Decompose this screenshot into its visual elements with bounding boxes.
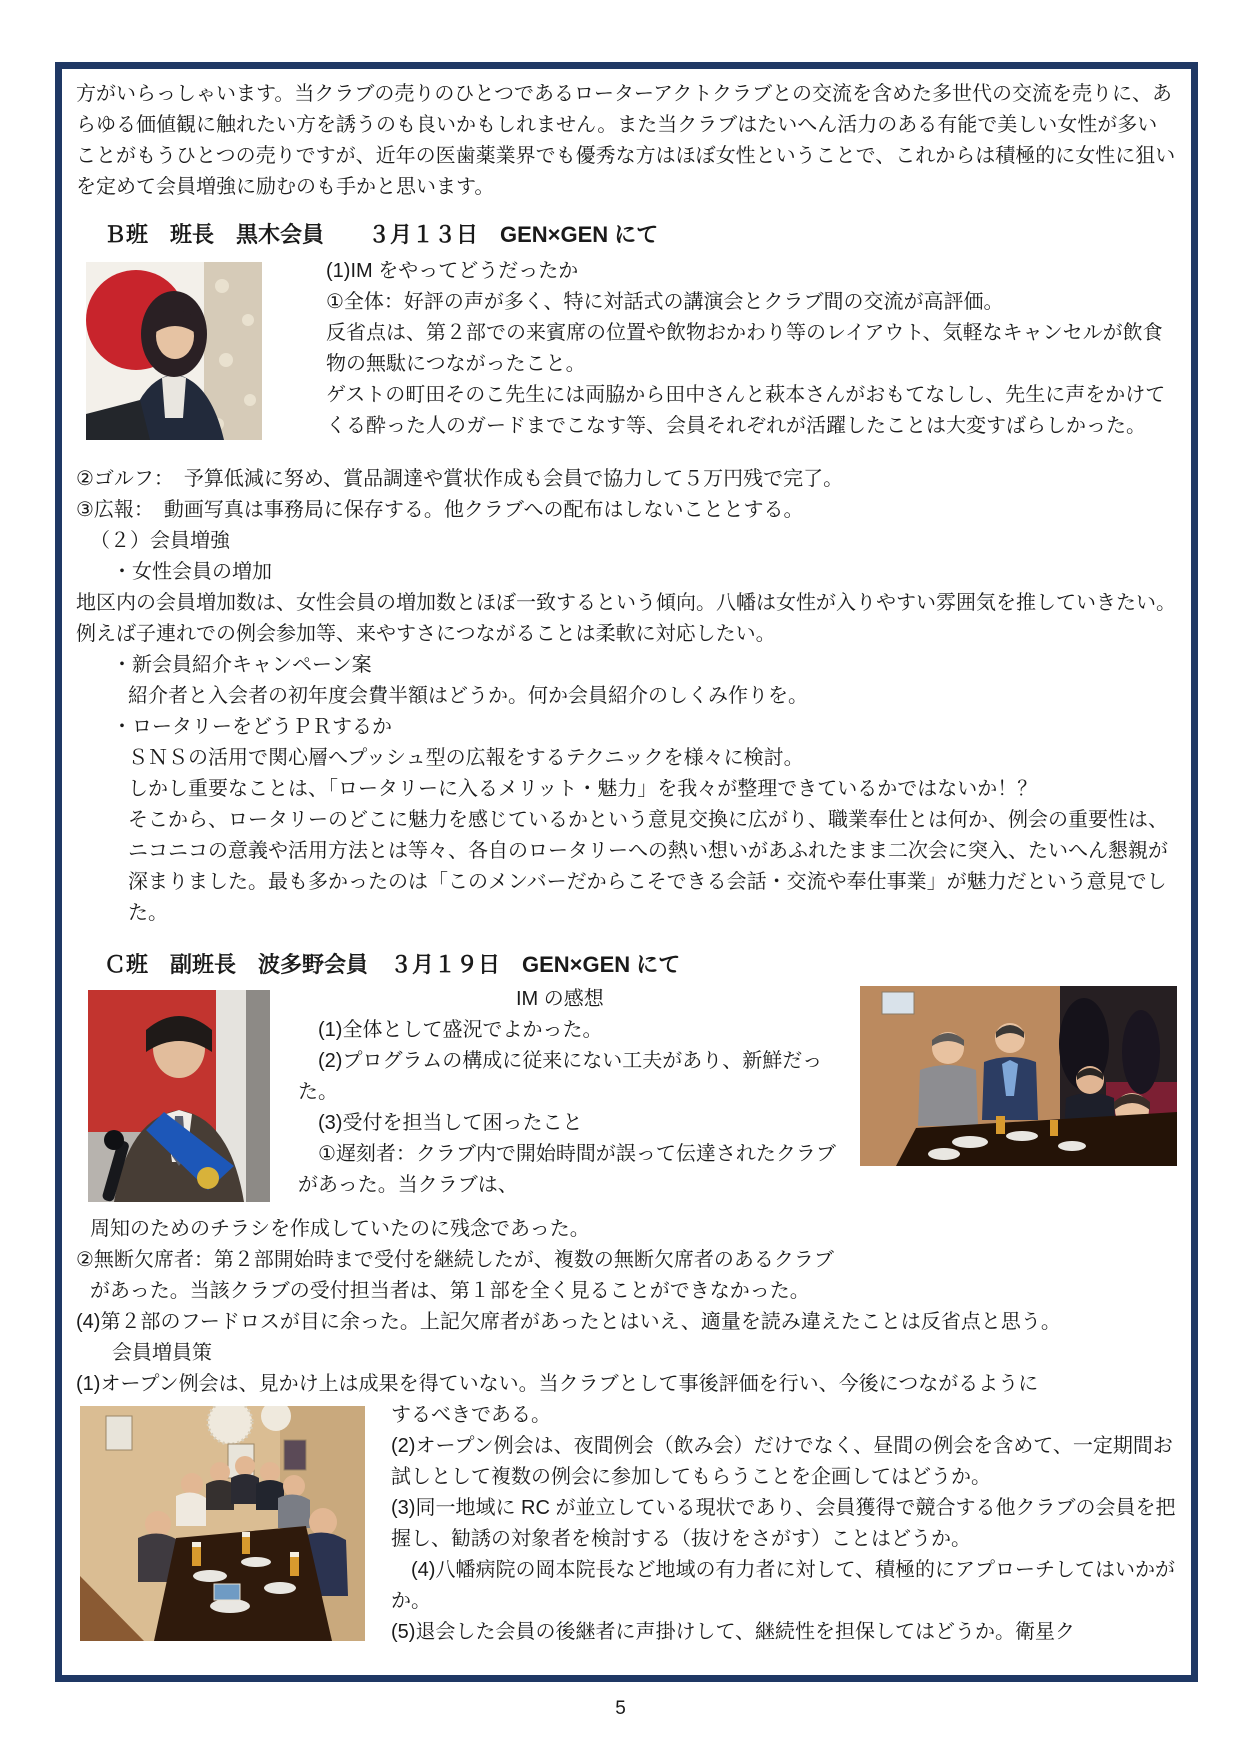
text-line: (2)プログラムの構成に従来にない工夫があり、新鮮だった。 (298, 1050, 823, 1103)
text-line: ②ゴルフ： 予算低減に努め、賞品調達や賞状作成も会員で協力して５万円残で完了。 (76, 468, 844, 490)
text-line: 周知のためのチラシを作成していたのに残念であった。 (90, 1218, 590, 1240)
text-line: 地区内の会員増加数は、女性会員の増加数とほぼ一致するという傾向。八幡は女性が入りやすい雰囲気を推していきたい。例えば子連れでの例会参加等、来やすさにつながることは柔軟に対応したい。 (76, 592, 1176, 645)
text-line: 反省点は、第２部での来賓席の位置や飲物おかわり等のレイアウト、気軽なキャンセルが飲食物の無駄につながったこと。 (326, 322, 1163, 375)
text-line: (2)オープン例会は、夜間例会（飲み会）だけでなく、昼間の例会を含めて、一定期間お試しとして複数の例会に参加してもらうことを企画してはどうか。 (391, 1435, 1173, 1488)
photo-group-dinner (80, 1406, 365, 1641)
text-line: (3)受付を担当して困ったこと (318, 1112, 583, 1134)
photo-dinner-illustration (80, 1406, 365, 1641)
photo-hatano-with-sash (88, 990, 270, 1202)
text-line: (5)退会した会員の後継者に声掛けして、継続性を担保してはどうか。衛星ク (391, 1621, 1076, 1643)
text-line: ・ロータリーをどうＰＲするか (112, 716, 392, 738)
text-line: ①遅刻者：クラブ内で開始時間が誤って伝達されたクラブがあった。当クラブは、 (298, 1143, 836, 1196)
text-line: (3)同一地域に RC が並立している現状であり、会員獲得で競合する他クラブの会員を把握し、勧誘の対象者を検討する（抜けをさがす）ことはどうか。 (391, 1497, 1176, 1550)
text-line: ②無断欠席者：第２部開始時まで受付を継続したが、複数の無断欠席者のあるクラブ (76, 1249, 834, 1271)
page-border-frame (55, 62, 1198, 1682)
section-b-body (76, 256, 1177, 929)
text-line: ゲストの町田そのこ先生には両脇から田中さんと萩本さんがおもてなしし、先生に声をかけてくる酔った人のガードまでこなす等、会員それぞれが活躍したことは大変すばらしかった。 (326, 384, 1166, 437)
text-line: （２）会員増強 (90, 530, 230, 552)
photo-kuroki-illustration (86, 262, 262, 440)
section-c-heading: Ｃ班 副班長 波多野会員 ３月１９日 GEN×GEN にて (104, 952, 681, 977)
intro-paragraph: 方がいらっしゃいます。当クラブの売りのひとつであるローターアクトクラブとの交流を含めた多世代の交流を売りに、あらゆる価値観に触れたい方を誘うのも良いかもしれません。また当クラブはたいへん活力のある有能で美しい女性が多いことがもうひとつの売りですが、近年の医歯薬業界でも優秀な方はほぼ女性ということで、これからは積極的に女性に狙いを定めて会員増強に励むのも手かと思います。 (76, 83, 1176, 198)
photo-kuroki-speaking (86, 262, 262, 440)
text-line: (1)オープン例会は、見かけ上は成果を得ていない。当クラブとして事後評価を行い、今後につながるように (76, 1373, 1039, 1395)
text-line: があった。当該クラブの受付担当者は、第１部を全く見ることができなかった。 (90, 1280, 810, 1302)
text-line: するべきである。 (391, 1404, 551, 1426)
text-line: 紹介者と入会者の初年度会費半額はどうか。何か会員紹介のしくみ作りを。 (128, 685, 808, 707)
text-line: ・女性会員の増加 (112, 561, 272, 583)
text-line: (4)第２部のフードロスが目に余った。上記欠席者があったとはいえ、適量を読み違えたことは反省点と思う。 (76, 1311, 1061, 1333)
text-line: ＳＮＳの活用で関心層へプッシュ型の広報をするテクニックを様々に検討。 (128, 747, 804, 769)
text-line: (1)IM をやってどうだったか (326, 260, 579, 282)
text-line: IM の感想 (516, 988, 604, 1010)
text-line: 会員増員策 (112, 1342, 212, 1364)
photo-members-toasting (860, 986, 1177, 1166)
photo-toast-illustration (860, 986, 1177, 1166)
text-line: ①全体：好評の声が多く、特に対話式の講演会とクラブ間の交流が高評価。 (326, 291, 1004, 313)
photo-hatano-illustration (88, 990, 270, 1202)
text-line: ③広報： 動画写真は事務局に保存する。他クラブへの配布はしないこととする。 (76, 499, 804, 521)
section-c-body (76, 984, 1177, 1648)
page-number: 5 (615, 1698, 626, 1719)
text-line: しかし重要なことは、「ロータリーに入るメリット・魅力」を我々が整理できているかではないか！？ (128, 778, 1038, 800)
text-line: (1)全体として盛況でよかった。 (318, 1019, 603, 1041)
text-line: (4)八幡病院の岡本院長など地域の有力者に対して、積極的にアプローチしてはいかがか。 (391, 1559, 1176, 1612)
section-b-heading: Ｂ班 班長 黒木会員 ３月１３日 GEN×GEN にて (104, 222, 659, 247)
text-line: そこから、ロータリーのどこに魅力を感じているかという意見交換に広がり、職業奉仕とは何か、例会の重要性は、ニコニコの意義や活用方法とは等々、各自のロータリーへの熱い想いがあふれたまま二次会に突入、たいへん懇親が深まりました。最も多かったのは「このメンバーだからこそできる会話・交流や奉仕事業」が魅力だという意見でした。 (128, 809, 1168, 924)
text-line: ・新会員紹介キャンペーン案 (112, 654, 372, 676)
